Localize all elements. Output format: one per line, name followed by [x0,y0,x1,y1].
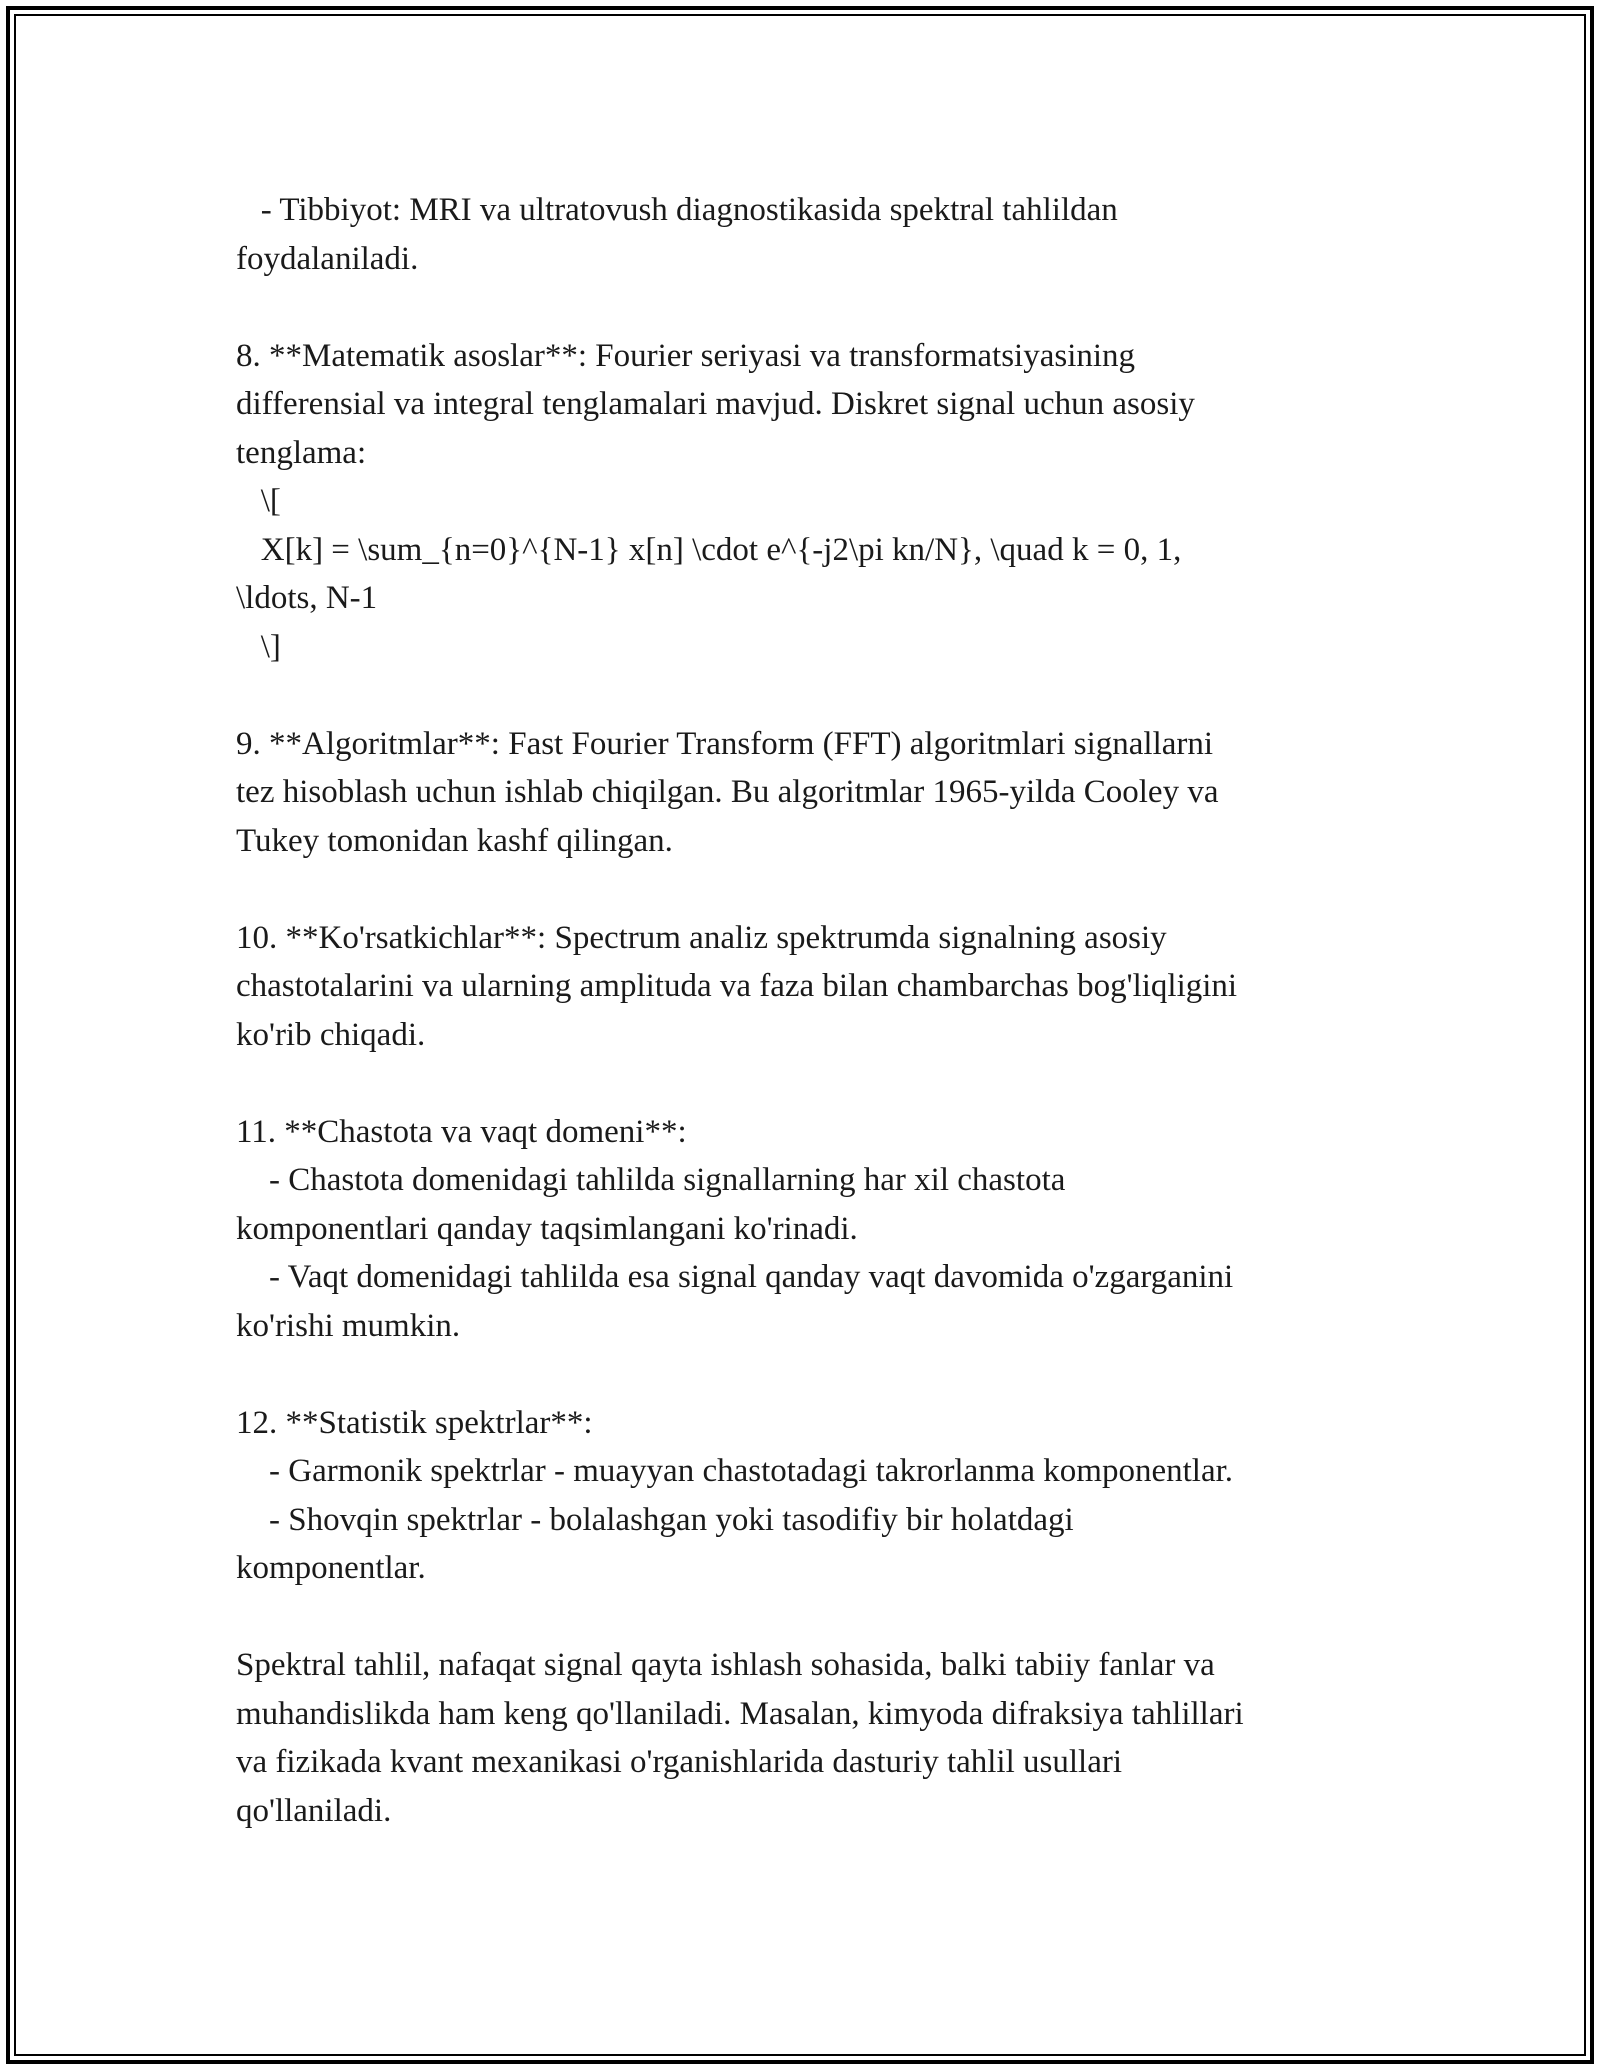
blank-line [236,1059,1366,1108]
text-line: komponentlar. [236,1550,426,1586]
text-line: differensial va integral tenglamalari mavjud. Diskret signal uchun asosiy [236,386,1195,422]
blank-line [236,1350,1366,1399]
text-line: chastotalarini va ularning amplituda va faza bilan chambarchas bog'liqligini [236,968,1238,1004]
blank-line [236,671,1366,720]
text-line: 12. **Statistik spektrlar**: [236,1404,593,1441]
text-line: ko'rib chiqadi. [236,1016,426,1053]
text-line: komponentlari qanday taqsimlangani ko'rinadi. [236,1210,858,1247]
blank-line [236,865,1366,914]
text-line: - Garmonik spektrlar - muayyan chastotadagi takrorlanma komponentlar. [236,1453,1234,1489]
text-line: - Shovqin spektrlar - bolalashgan yoki tasodifiy bir holatdagi [236,1501,1074,1538]
text-line: - Chastota domenidagi tahlilda signallarning har xil chastota [236,1162,1066,1198]
text-line: va fizikada kvant mexanikasi o'rganishlarida dasturiy tahlil usullari [236,1744,1123,1780]
blank-line [236,1593,1366,1642]
text-line: 9. **Algoritmlar**: Fast Fourier Transform (FFT) algoritmlari signallarni [236,725,1214,762]
text-line: Tukey tomonidan kashf qilingan. [236,822,673,859]
text-line: qo'llaniladi. [236,1792,392,1829]
text-line: muhandislikda ham keng qo'llaniladi. Masalan, kimyoda difraksiya tahlillari [236,1695,1244,1732]
formula-line: \[ [236,483,281,519]
text-line: 10. **Ko'rsatkichlar**: Spectrum analiz spektrumda signalning asosiy [236,919,1167,956]
formula-line: \ldots, N-1 [236,580,378,616]
text-line: tenglama: [236,434,367,471]
text-line: - Vaqt domenidagi tahlilda esa signal qanday vaqt davomida o'zgarganini [236,1259,1234,1295]
text-line: foydalaniladi. [236,240,419,277]
text-line: Spektral tahlil, nafaqat signal qayta ishlash sohasida, balki tabiiy fanlar va [236,1647,1215,1683]
document-body [236,186,1366,1835]
text-line: ko'rishi mumkin. [236,1307,461,1344]
formula-line: X[k] = \sum_{n=0}^{N-1} x[n] \cdot e^{-j2\pi kn/N}, \quad k = 0, 1, [236,531,1182,568]
text-line: tez hisoblash uchun ishlab chiqilgan. Bu algoritmlar 1965-yilda Cooley va [236,774,1219,810]
formula-line: \] [236,628,281,665]
blank-line [236,283,1366,332]
text-line: - Tibbiyot: MRI va ultratovush diagnostikasida spektral tahlildan [236,192,1118,228]
text-line: 8. **Matematik asoslar**: Fourier seriyasi va transformatsiyasining [236,337,1136,374]
text-line: 11. **Chastota va vaqt domeni**: [236,1113,687,1150]
